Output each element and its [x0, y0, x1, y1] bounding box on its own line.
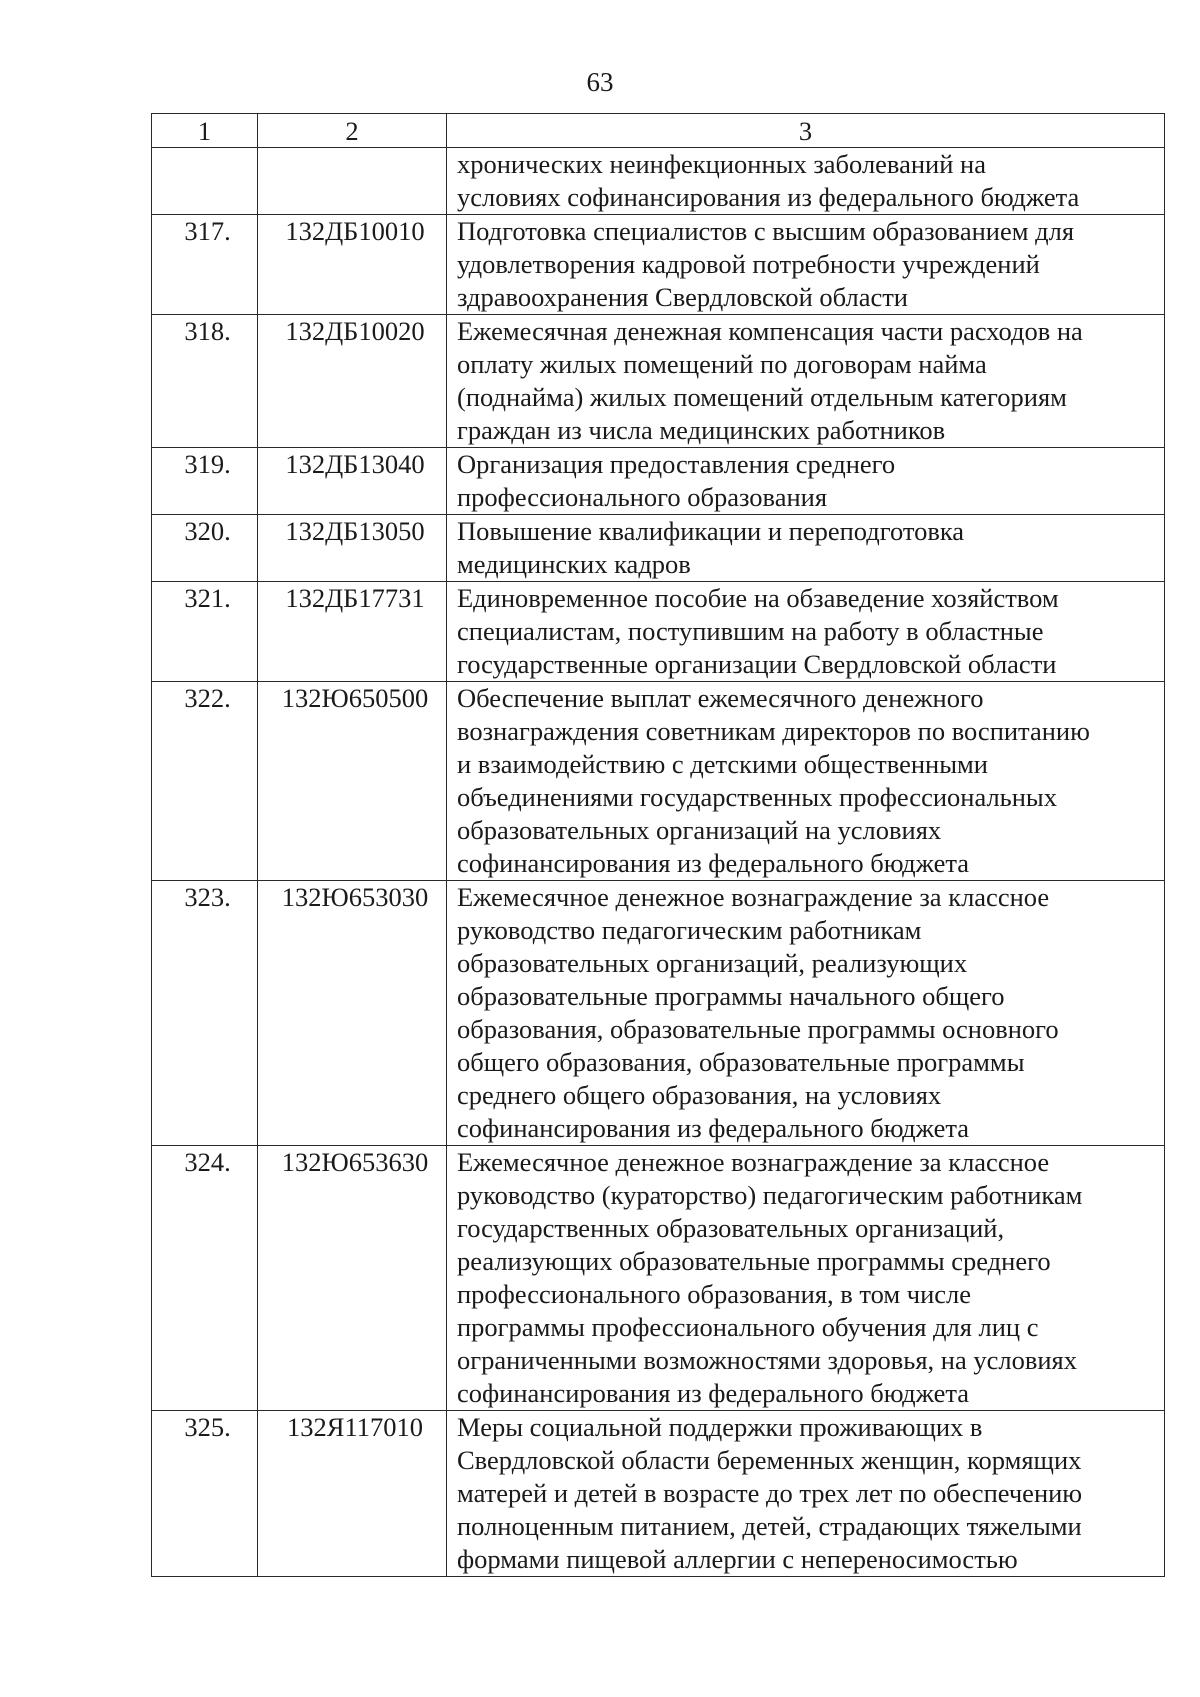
row-code: 132ДБ13040: [258, 448, 447, 515]
row-code: 132ДБ10020: [258, 315, 447, 448]
table-row: [152, 881, 1165, 1146]
table-body: [152, 148, 1165, 1577]
row-number: 325.: [152, 1411, 258, 1577]
row-number: 322.: [152, 682, 258, 881]
table-row: [152, 582, 1165, 682]
row-description: Повышение квалификации и переподготовка медицинских кадров: [447, 515, 1165, 582]
header-row: [152, 114, 1165, 148]
row-number: 324.: [152, 1146, 258, 1411]
row-code: 132Ю653030: [258, 881, 447, 1146]
row-code: 132ДБ17731: [258, 582, 447, 682]
table-row: [152, 215, 1165, 315]
row-description: Единовременное пособие на обзаведение хозяйством специалистам, поступившим на работу в областные государственные организации Свердловской области: [447, 582, 1165, 682]
row-code: 132Ю650500: [258, 682, 447, 881]
table-header: [152, 114, 1165, 148]
row-code: 132ДБ10010: [258, 215, 447, 315]
table-row: [152, 1146, 1165, 1411]
row-description: Ежемесячное денежное вознаграждение за классное руководство (кураторство) педагогическим работникам государственных образовательных организаций, реализующих образовательные программы среднего профессионального образования, в том числе программы профессионального обучения для лиц с ограниченными возможностями здоровья, на условиях софинансирования из федерального бюджета: [447, 1146, 1165, 1411]
row-code: 132ДБ13050: [258, 515, 447, 582]
row-number: 320.: [152, 515, 258, 582]
row-description: Ежемесячное денежное вознаграждение за классное руководство педагогическим работникам образовательных организаций, реализующих образовательные программы начального общего образования, образовательные программы основного общего образования, образовательные программы среднего общего образования, на условиях софинансирования из федерального бюджета: [447, 881, 1165, 1146]
row-code: [258, 148, 447, 215]
row-description: Организация предоставления среднего профессионального образования: [447, 448, 1165, 515]
row-number: 317.: [152, 215, 258, 315]
row-code: 132Я117010: [258, 1411, 447, 1577]
row-description: Подготовка специалистов с высшим образованием для удовлетворения кадровой потребности учреждений здравоохранения Свердловской области: [447, 215, 1165, 315]
table-row: [152, 682, 1165, 881]
row-number: 318.: [152, 315, 258, 448]
row-description: Меры социальной поддержки проживающих в Свердловской области беременных женщин, кормящих матерей и детей в возрасте до трех лет по обеспечению полноценным питанием, детей, страдающих тяжелыми формами пищевой аллергии с непереносимостью: [447, 1411, 1165, 1577]
row-number: 321.: [152, 582, 258, 682]
row-code: 132Ю653630: [258, 1146, 447, 1411]
column-header-1: 1: [152, 114, 258, 148]
table-row: [152, 315, 1165, 448]
row-number: [152, 148, 258, 215]
row-number: 319.: [152, 448, 258, 515]
row-number: 323.: [152, 881, 258, 1146]
table-row: [152, 1411, 1165, 1577]
column-header-2: 2: [258, 114, 447, 148]
row-description: хронических неинфекционных заболеваний на условиях софинансирования из федерального бюджета: [447, 148, 1165, 215]
table-row: [152, 148, 1165, 215]
column-header-3: 3: [447, 114, 1165, 148]
table-row: [152, 448, 1165, 515]
page-number: 63: [586, 67, 614, 97]
budget-codes-table: [151, 113, 1165, 1577]
row-description: Ежемесячная денежная компенсация части расходов на оплату жилых помещений по договорам найма (поднайма) жилых помещений отдельным категориям граждан из числа медицинских работников: [447, 315, 1165, 448]
table-row: [152, 515, 1165, 582]
row-description: Обеспечение выплат ежемесячного денежного вознаграждения советникам директоров по воспитанию и взаимодействию с детскими общественными объединениями государственных профессиональных образовательных организаций на условиях софинансирования из федерального бюджета: [447, 682, 1165, 881]
